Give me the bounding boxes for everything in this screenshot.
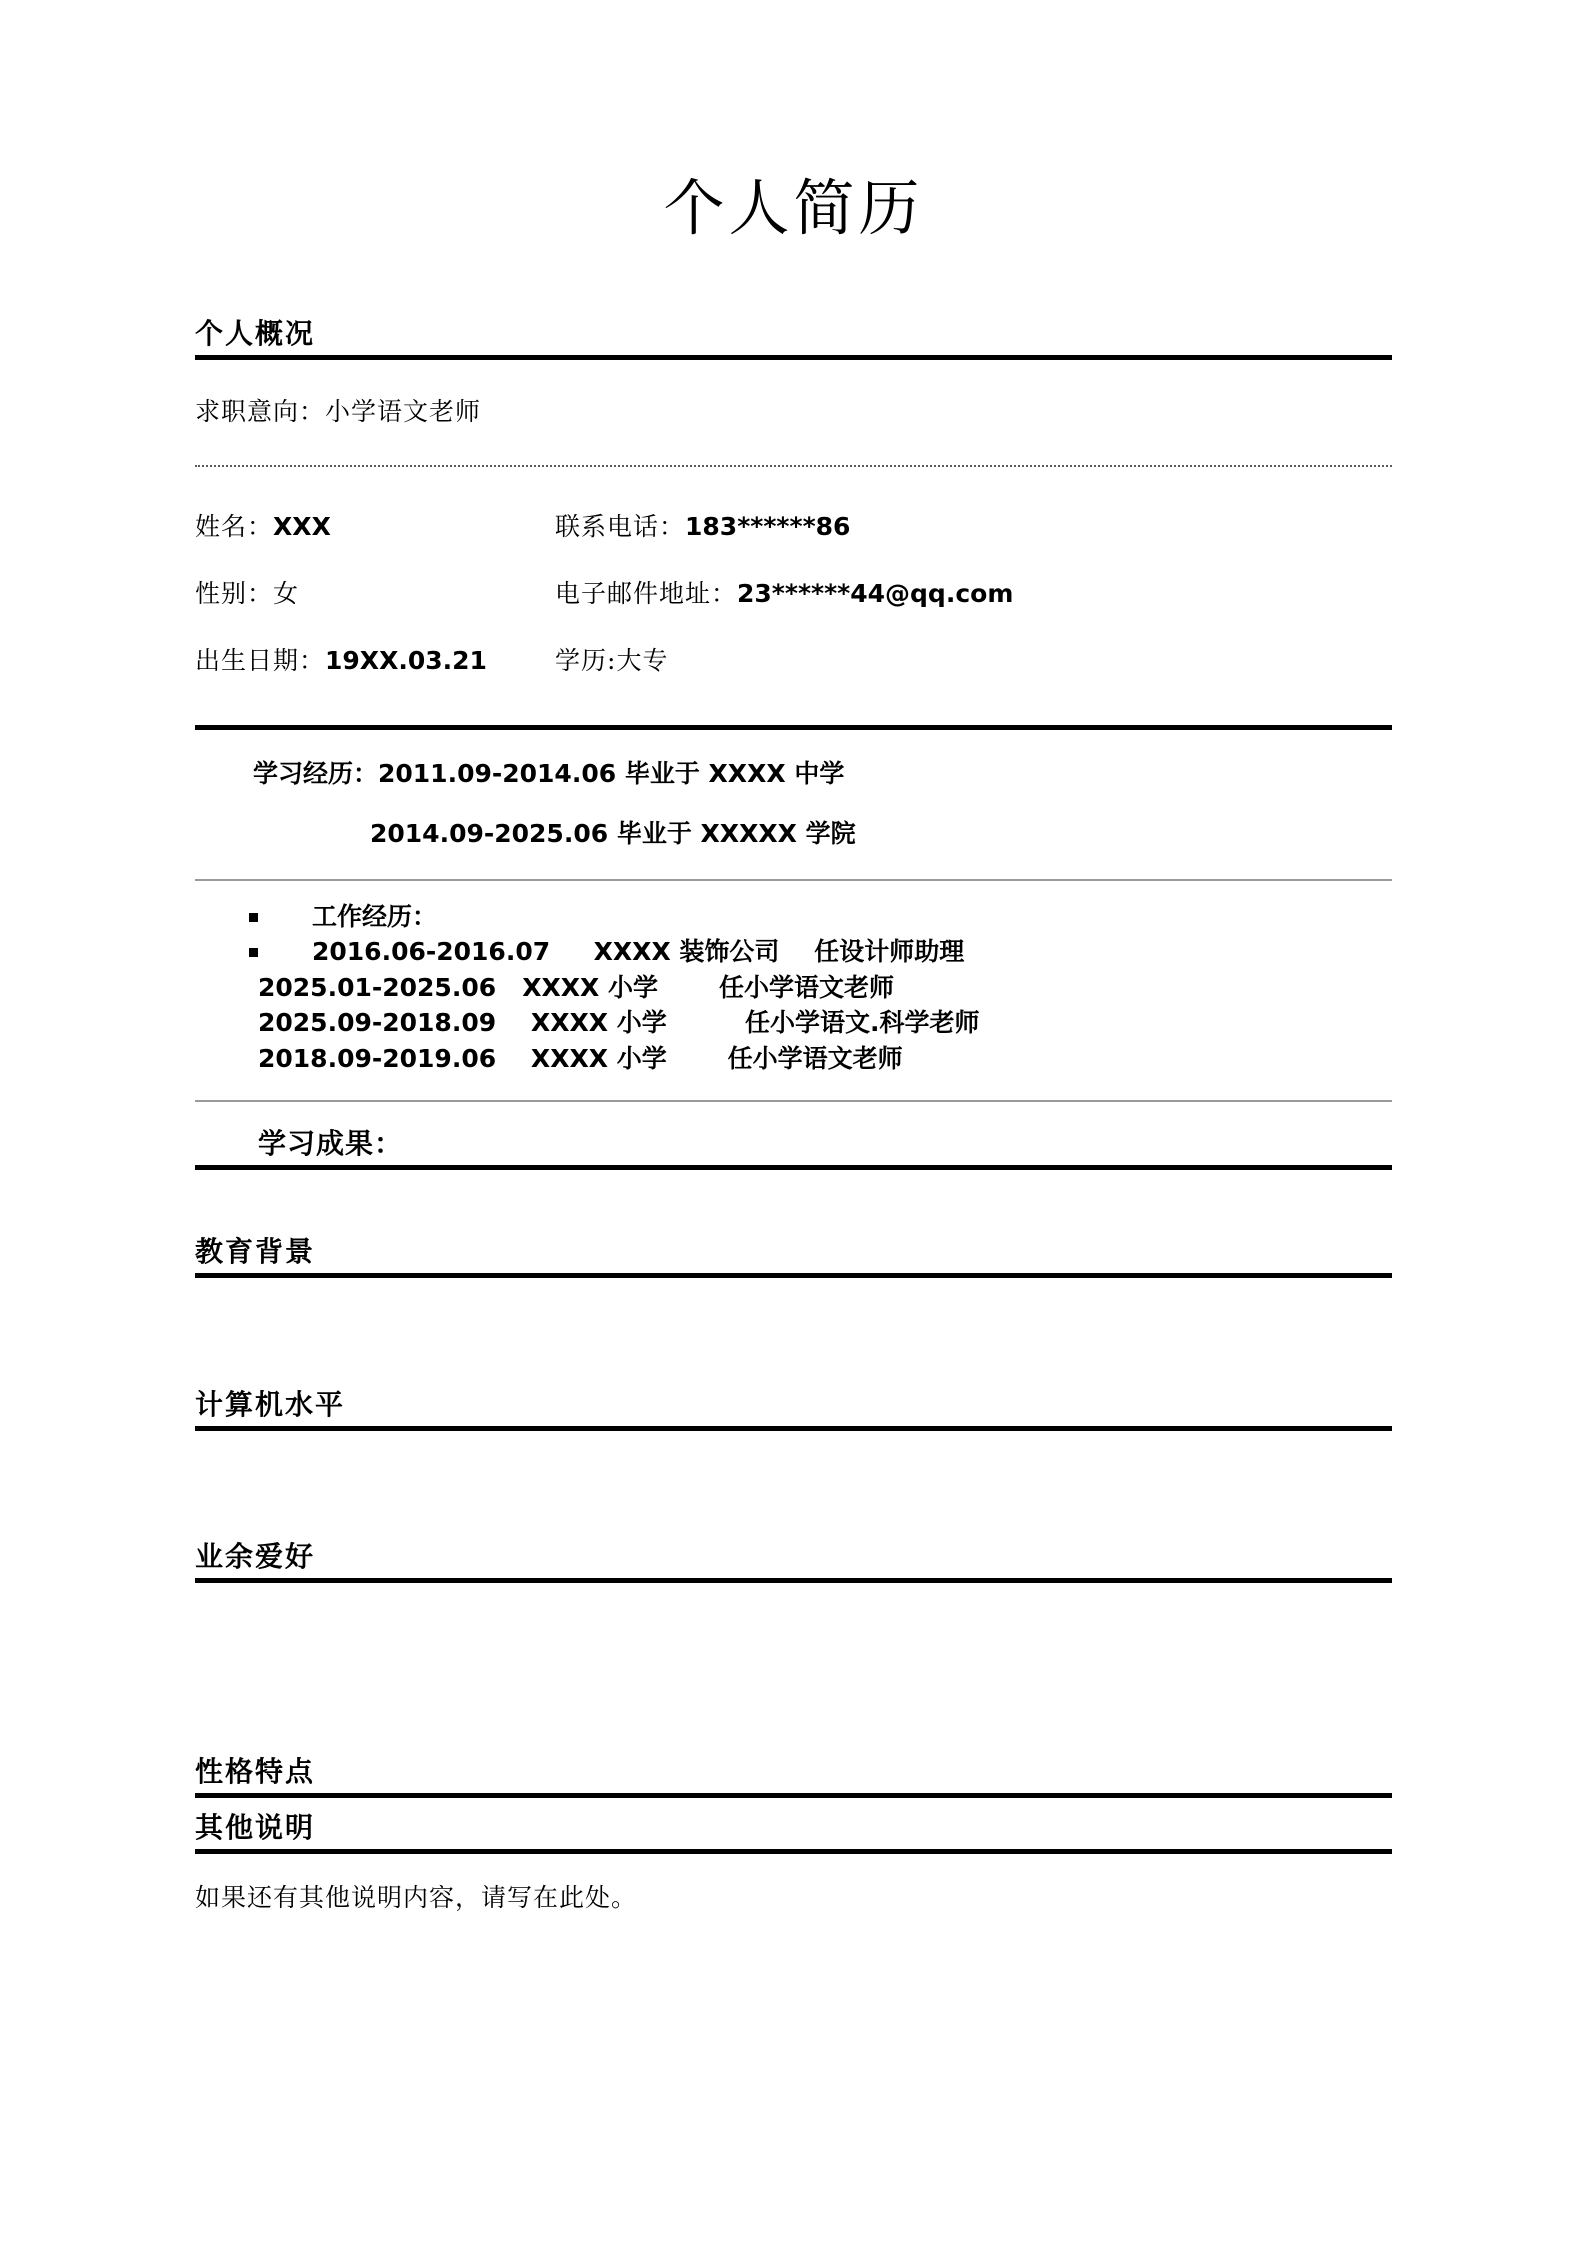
info-field-gender: [195, 574, 555, 610]
info-field-name: [195, 507, 555, 543]
section-heading-other: 其他说明: [195, 1810, 1392, 1854]
work-experience-entry: 2025.01-2025.06 XXXX 小学 任小学语文老师: [258, 972, 894, 1002]
education-background-body: [195, 1298, 1392, 1331]
info-field-degree: [555, 641, 1392, 677]
work-experience-entry: 2025.09-2018.09 XXXX 小学 任小学语文.科学老师: [258, 1008, 980, 1038]
info-field-email: [555, 574, 1392, 610]
education-experience-line-1: 学习经历：2011.09-2014.06 毕业于 XXXX 中学: [253, 758, 845, 788]
info-label-degree: 学历:: [555, 645, 617, 675]
bullet-square-icon: [249, 948, 258, 957]
work-experience-heading: 工作经历：: [312, 901, 438, 931]
info-value-email: 23******44@qq.com: [737, 578, 1014, 608]
work-experience-entry: 2018.09-2019.06 XXXX 小学 任小学语文老师: [258, 1043, 903, 1073]
info-value-phone: 183******86: [685, 511, 851, 541]
info-value-gender: 女: [273, 578, 300, 608]
work-entry-row-1: [195, 934, 1392, 970]
info-value-degree: 大专: [616, 645, 669, 675]
hobbies-body: [195, 1603, 1392, 1636]
computer-skills-body: [195, 1451, 1392, 1484]
info-value-birthdate: 19XX.03.21: [325, 645, 487, 675]
education-experience-line-2: 2014.09-2025.06 毕业于 XXXXX 学院: [370, 819, 856, 849]
work-heading-row: [195, 899, 1392, 935]
section-heading-personality: 性格特点: [195, 1754, 1392, 1798]
personal-info-grid: [195, 507, 1392, 677]
work-experience-entry: 2016.06-2016.07 XXXX 装饰公司 任设计师助理: [312, 937, 965, 967]
info-field-phone: [555, 507, 1392, 543]
info-label-gender: 性别：: [195, 578, 274, 608]
section-heading-hobbies: 业余爱好: [195, 1539, 1392, 1583]
section-heading-computer-skills: 计算机水平: [195, 1387, 1392, 1431]
other-notes-body: 如果还有其他说明内容，请写在此处。: [195, 1882, 638, 1912]
resume-content: [195, 0, 1392, 1914]
info-field-birthdate: [195, 641, 555, 677]
bullet-square-icon: [249, 913, 258, 922]
job-objective: 求职意向：小学语文老师: [195, 397, 482, 427]
info-label-phone: 联系电话：: [555, 511, 686, 541]
info-value-name: XXX: [273, 511, 331, 541]
section-heading-education-background: 教育背景: [195, 1234, 1392, 1278]
info-label-email: 电子邮件地址：: [555, 578, 738, 608]
section-heading-achievements: 学习成果：: [195, 1126, 1392, 1170]
section-heading-overview: 个人概况: [195, 316, 1392, 360]
info-label-name: 姓名：: [195, 511, 274, 541]
page-title: 个人简历: [663, 173, 924, 244]
info-label-birthdate: 出生日期：: [195, 645, 326, 675]
